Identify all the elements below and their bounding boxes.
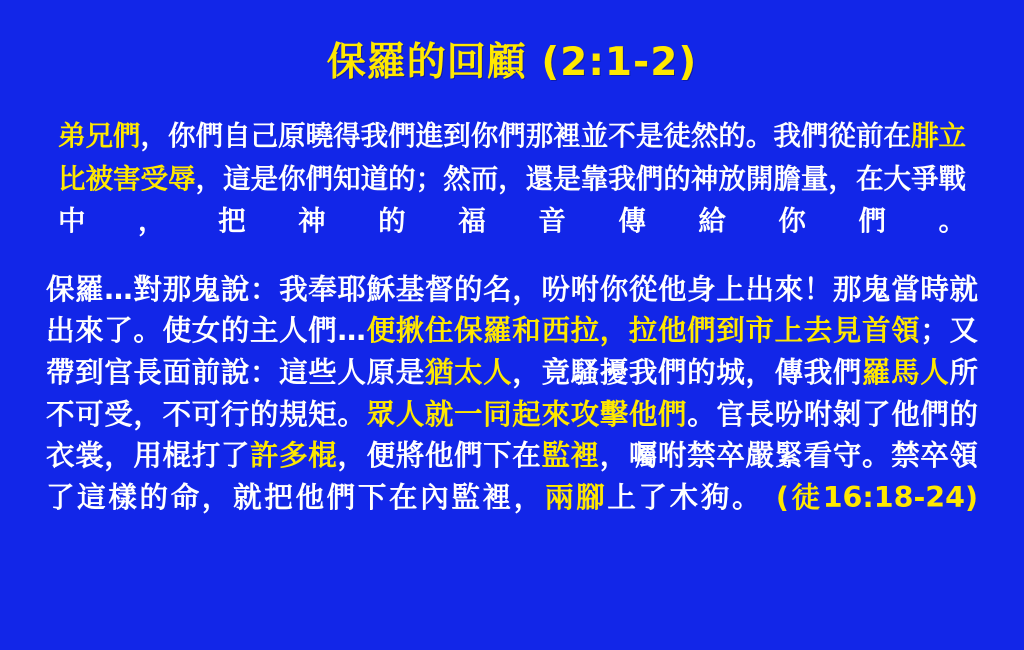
text-run: ，你們自己原曉得我們進到你們那裡並不是徒然的。 bbox=[140, 119, 774, 152]
text-run: 保羅…對那鬼說：我奉耶穌基督的名，吩咐你從他身上出來！那鬼當時就出來了。使女的主人們… bbox=[46, 272, 978, 348]
text-run: 所不可受，不可行的規矩。 bbox=[46, 355, 978, 431]
text-run: 羅馬人 bbox=[862, 355, 950, 389]
text-run: 眾人就一同起來攻擊他們 bbox=[366, 397, 688, 431]
text-run: ；又帶到官長面前說：這些人原是 bbox=[46, 314, 978, 389]
text-run: 。官長吩咐剝了他們的衣裳，用棍打了 bbox=[46, 397, 978, 473]
text-run: 我們從前在 bbox=[773, 119, 911, 152]
text-run: ，竟騷擾我們的城，傳我們 bbox=[512, 355, 863, 389]
text-run: 許多棍 bbox=[250, 439, 338, 473]
scripture-passage-acts bbox=[46, 269, 978, 519]
text-run: ，便將他們下在 bbox=[337, 439, 542, 473]
text-run: 監裡 bbox=[541, 439, 600, 473]
text-run: 猶太人 bbox=[424, 355, 513, 389]
text-run: 弟兄們 bbox=[58, 119, 141, 152]
text-run: 便揪住保羅和西拉，拉他們到市上去見首領 bbox=[365, 314, 921, 348]
scripture-passage-thessalonians bbox=[58, 115, 966, 243]
text-run: ，囑咐禁卒嚴緊看守。禁卒領了這樣的命，就把他們下在內監裡， bbox=[46, 439, 978, 514]
text-run: 兩腳 bbox=[544, 480, 608, 514]
page-title: 保羅的回顧 (2:1-2) bbox=[326, 40, 698, 85]
text-run: ，這是你們知道的；然而，還是靠我們的神放開膽量，在大爭戰中，把神的福音傳給你們。 bbox=[58, 162, 966, 238]
text-run: 腓立比被害受辱 bbox=[58, 119, 966, 195]
text-run: 上了木狗。 bbox=[607, 480, 764, 514]
text-run: (徒16:18-24) bbox=[763, 480, 978, 514]
